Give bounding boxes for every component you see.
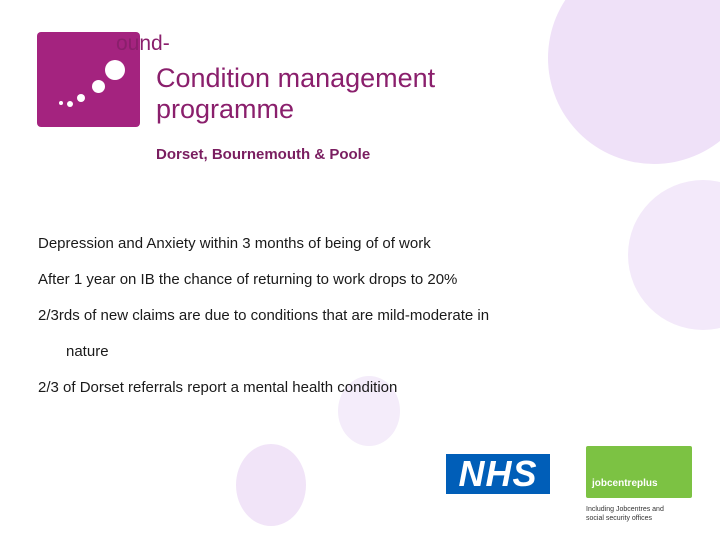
bullet-item: 2/3 of Dorset referrals report a mental health condition — [38, 379, 398, 396]
bullet-item — [38, 308, 658, 360]
jobcentre-plus-wordmark: jobcentreplus — [592, 478, 658, 489]
jobcentre-plus-logo — [586, 446, 692, 498]
programme-title — [156, 63, 435, 125]
bullet-item: Depression and Anxiety within 3 months of being of of work — [38, 235, 431, 252]
jobcentre-tagline-line1: Including Jobcentres and — [586, 506, 664, 513]
region-subtitle: Dorset, Bournemouth & Poole — [156, 146, 371, 163]
decorative-bubble — [548, 0, 720, 164]
programme-title-line1: Condition management — [156, 63, 436, 93]
bullet-text-continuation: nature — [66, 343, 109, 360]
programme-title-line2: programme — [156, 94, 295, 124]
logo-dot — [105, 60, 125, 80]
logo-dot — [59, 101, 63, 105]
bullet-list — [38, 236, 658, 416]
jobcentre-tagline-line2: social security offices — [586, 515, 653, 522]
logo-dot — [77, 94, 85, 102]
jobcentre-plus-tagline — [586, 505, 706, 523]
slide-title: ound- — [116, 32, 170, 55]
logo-dot — [67, 101, 73, 107]
nhs-logo: NHS — [446, 454, 550, 494]
bullet-text: 2/3rds of new claims are due to conditions that are mild-moderate in — [38, 307, 490, 324]
logo-dot — [92, 80, 105, 93]
decorative-bubble — [236, 444, 306, 526]
bullet-item: After 1 year on IB the chance of returning to work drops to 20% — [38, 271, 458, 288]
